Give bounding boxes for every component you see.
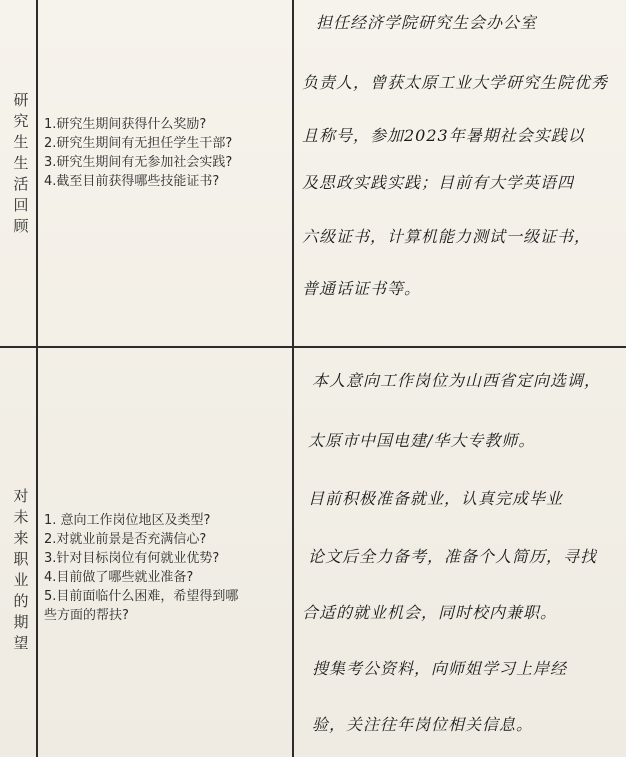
section2-label-char: 对 <box>13 487 29 505</box>
section2-question: 些方面的帮扶? <box>44 608 129 623</box>
section1-questions <box>44 115 294 191</box>
section1-label-char: 活 <box>13 175 29 193</box>
section2-question: 2.对就业前景是否充满信心? <box>44 532 207 547</box>
row-divider <box>0 346 626 348</box>
section1-question: 2.研究生期间有无担任学生干部? <box>44 136 233 151</box>
section2-label-char: 期 <box>13 613 29 631</box>
section2-label-char: 未 <box>13 508 29 526</box>
section2-questions <box>44 511 294 625</box>
section1-label <box>8 90 34 237</box>
section1-label-char: 顾 <box>13 217 29 235</box>
section1-answer-line: 及思政实践实践；目前有大学英语四 <box>302 173 575 192</box>
section1-answer-line: 担任经济学院研究生会办公室 <box>316 13 538 32</box>
section2-answer-line: 本人意向工作岗位为山西省定向选调， <box>312 371 602 390</box>
section1-question: 1.研究生期间获得什么奖励? <box>44 117 207 132</box>
section1-label-char: 生 <box>13 154 29 172</box>
section1-answer-line: 普通话证书等。 <box>302 279 422 298</box>
section1-answer-line: 且称号，参加2023年暑期社会实践以 <box>302 126 585 145</box>
section2-question: 4.目前做了哪些就业准备? <box>44 570 194 585</box>
section2-answer-line: 目前积极准备就业，认真完成毕业 <box>308 489 564 508</box>
column-divider-label <box>36 0 38 757</box>
section2-question: 1. 意向工作岗位地区及类型? <box>44 513 211 528</box>
section2-answer-line: 验，关注往年岗位相关信息。 <box>312 715 534 734</box>
section1-answer-line: 负责人，曾获太原工业大学研究生院优秀 <box>302 73 609 92</box>
section1-question: 4.截至目前获得哪些技能证书? <box>44 174 220 189</box>
section2-label-char: 的 <box>13 592 29 610</box>
section1-answer-line: 六级证书，计算机能力测试一级证书， <box>302 227 592 246</box>
section1-label-char: 回 <box>13 196 29 214</box>
section1-label-char: 研 <box>13 91 29 109</box>
column-divider-questions <box>292 0 294 757</box>
section2-label-char: 来 <box>13 529 29 547</box>
section2-question: 3.针对目标岗位有何就业优势? <box>44 551 220 566</box>
section1-label-char: 究 <box>13 112 29 130</box>
section2-answer-line: 太原市中国电建/华大专教师。 <box>308 431 536 450</box>
section2-question: 5.目前面临什么困难，希望得到哪 <box>44 589 239 604</box>
section2-answer-line: 论文后全力备考，准备个人简历，寻找 <box>308 547 598 566</box>
section1-question: 3.研究生期间有无参加社会实践? <box>44 155 233 170</box>
section2-label <box>8 486 34 654</box>
section2-answer-line: 搜集考公资料，向师姐学习上岸经 <box>312 659 568 678</box>
section2-label-char: 望 <box>13 634 29 652</box>
section1-label-char: 生 <box>13 133 29 151</box>
section2-label-char: 业 <box>13 571 29 589</box>
section2-answer-line: 合适的就业机会，同时校内兼职。 <box>302 603 558 622</box>
section2-label-char: 职 <box>13 550 29 568</box>
